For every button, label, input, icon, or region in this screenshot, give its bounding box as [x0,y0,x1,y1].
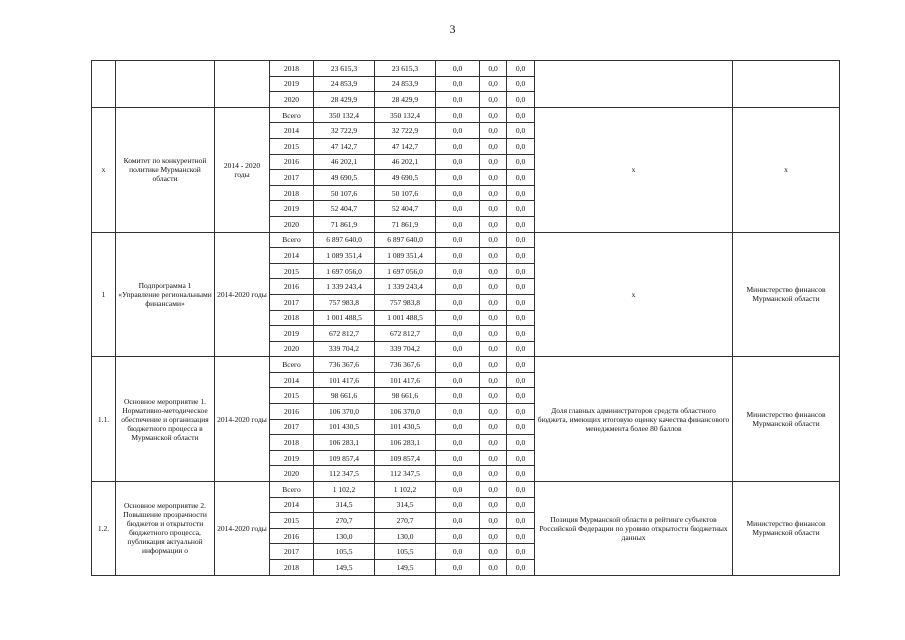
federal-budget-cell: 0,0 [436,560,480,576]
year-cell: 2017 [270,294,314,310]
period-cell: 2014-2020 годы [215,232,270,357]
total-cell: 98 661,6 [314,388,375,404]
total-cell: 52 404,7 [314,201,375,217]
federal-budget-cell: 0,0 [436,248,480,264]
year-cell: 2014 [270,372,314,388]
regional-budget-cell: 1 001 488,5 [375,310,436,326]
federal-budget-cell: 0,0 [436,232,480,248]
period-cell: 2014 - 2020 годы [215,107,270,232]
event-name-cell: Комитет по конкурентной политике Мурманской области [116,107,215,232]
other-sources-cell: 0,0 [507,263,535,279]
regional-budget-cell: 112 347,5 [375,466,436,482]
regional-budget-cell: 1 339 243,4 [375,279,436,295]
year-cell: 2016 [270,154,314,170]
total-cell: 672 812,7 [314,326,375,342]
federal-budget-cell: 0,0 [436,216,480,232]
other-sources-cell: 0,0 [507,513,535,529]
local-budget-cell: 0,0 [480,263,507,279]
other-sources-cell: 0,0 [507,450,535,466]
indicator-cell: х [535,107,733,232]
federal-budget-cell: 0,0 [436,372,480,388]
year-cell: 2014 [270,497,314,513]
regional-budget-cell: 106 283,1 [375,435,436,451]
executor-cell: х [733,107,840,232]
total-cell: 314,5 [314,497,375,513]
regional-budget-cell: 672 812,7 [375,326,436,342]
event-name-cell: Основное мероприятие 2. Повышение прозрачности бюджетов и открытости бюджетного процесса, публикация актуальной информации о [116,482,215,576]
federal-budget-cell: 0,0 [436,435,480,451]
local-budget-cell: 0,0 [480,372,507,388]
executor-cell: Министерство финансов Мурманской области [733,357,840,482]
total-cell: 130,0 [314,528,375,544]
total-cell: 101 430,5 [314,419,375,435]
regional-budget-cell: 106 370,0 [375,404,436,420]
total-cell: 350 132,4 [314,107,375,123]
local-budget-cell: 0,0 [480,232,507,248]
local-budget-cell: 0,0 [480,138,507,154]
year-cell: 2016 [270,528,314,544]
other-sources-cell: 0,0 [507,372,535,388]
period-cell: 2014-2020 годы [215,357,270,482]
row-number-cell: х [92,107,116,232]
total-cell: 28 429,9 [314,92,375,108]
local-budget-cell: 0,0 [480,61,507,77]
total-cell: 736 367,6 [314,357,375,373]
local-budget-cell: 0,0 [480,497,507,513]
other-sources-cell: 0,0 [507,435,535,451]
indicator-cell [535,61,733,108]
regional-budget-cell: 1 102,2 [375,482,436,498]
other-sources-cell: 0,0 [507,326,535,342]
federal-budget-cell: 0,0 [436,107,480,123]
regional-budget-cell: 71 861,9 [375,216,436,232]
other-sources-cell: 0,0 [507,154,535,170]
local-budget-cell: 0,0 [480,513,507,529]
other-sources-cell: 0,0 [507,216,535,232]
local-budget-cell: 0,0 [480,248,507,264]
local-budget-cell: 0,0 [480,154,507,170]
total-cell: 101 417,6 [314,372,375,388]
other-sources-cell: 0,0 [507,123,535,139]
regional-budget-cell: 736 367,6 [375,357,436,373]
local-budget-cell: 0,0 [480,279,507,295]
local-budget-cell: 0,0 [480,341,507,357]
year-cell: 2019 [270,201,314,217]
federal-budget-cell: 0,0 [436,61,480,77]
indicator-cell: Доля главных администраторов средств областного бюджета, имеющих итоговую оценку качества финансового менеджмента более 80 баллов [535,357,733,482]
federal-budget-cell: 0,0 [436,263,480,279]
regional-budget-cell: 49 690,5 [375,170,436,186]
local-budget-cell: 0,0 [480,357,507,373]
year-cell: 2017 [270,419,314,435]
total-cell: 757 983,8 [314,294,375,310]
federal-budget-cell: 0,0 [436,279,480,295]
period-cell: 2014-2020 годы [215,482,270,576]
regional-budget-cell: 757 983,8 [375,294,436,310]
total-cell: 1 339 243,4 [314,279,375,295]
regional-budget-cell: 101 417,6 [375,372,436,388]
local-budget-cell: 0,0 [480,92,507,108]
regional-budget-cell: 47 142,7 [375,138,436,154]
year-cell: 2015 [270,513,314,529]
other-sources-cell: 0,0 [507,92,535,108]
other-sources-cell: 0,0 [507,419,535,435]
other-sources-cell: 0,0 [507,357,535,373]
federal-budget-cell: 0,0 [436,92,480,108]
regional-budget-cell: 109 857,4 [375,450,436,466]
table-row [92,61,840,77]
federal-budget-cell: 0,0 [436,466,480,482]
event-name-cell: Основное мероприятие 1. Нормативно-методическое обеспечение и организация бюджетного процесса в Мурманской области [116,357,215,482]
federal-budget-cell: 0,0 [436,170,480,186]
federal-budget-cell: 0,0 [436,404,480,420]
regional-budget-cell: 6 897 640,0 [375,232,436,248]
other-sources-cell: 0,0 [507,482,535,498]
other-sources-cell: 0,0 [507,201,535,217]
other-sources-cell: 0,0 [507,497,535,513]
year-cell: 2018 [270,61,314,77]
year-cell: 2017 [270,170,314,186]
table-row [92,232,840,248]
other-sources-cell: 0,0 [507,248,535,264]
year-cell: 2019 [270,326,314,342]
year-cell: 2019 [270,76,314,92]
other-sources-cell: 0,0 [507,341,535,357]
event-name-cell [116,61,215,108]
regional-budget-cell: 24 853,9 [375,76,436,92]
year-cell: 2014 [270,248,314,264]
local-budget-cell: 0,0 [480,216,507,232]
total-cell: 1 697 056,0 [314,263,375,279]
year-cell: 2019 [270,450,314,466]
regional-budget-cell: 105,5 [375,544,436,560]
indicator-cell: х [535,232,733,357]
other-sources-cell: 0,0 [507,404,535,420]
other-sources-cell: 0,0 [507,61,535,77]
local-budget-cell: 0,0 [480,528,507,544]
other-sources-cell: 0,0 [507,310,535,326]
total-cell: 1 102,2 [314,482,375,498]
federal-budget-cell: 0,0 [436,388,480,404]
total-cell: 23 615,3 [314,61,375,77]
local-budget-cell: 0,0 [480,326,507,342]
local-budget-cell: 0,0 [480,482,507,498]
regional-budget-cell: 101 430,5 [375,419,436,435]
year-cell: Всего [270,357,314,373]
other-sources-cell: 0,0 [507,466,535,482]
local-budget-cell: 0,0 [480,419,507,435]
regional-budget-cell: 52 404,7 [375,201,436,217]
local-budget-cell: 0,0 [480,107,507,123]
federal-budget-cell: 0,0 [436,326,480,342]
federal-budget-cell: 0,0 [436,310,480,326]
year-cell: Всего [270,232,314,248]
total-cell: 105,5 [314,544,375,560]
local-budget-cell: 0,0 [480,201,507,217]
row-number-cell: 1.1. [92,357,116,482]
year-cell: Всего [270,482,314,498]
federal-budget-cell: 0,0 [436,76,480,92]
regional-budget-cell: 130,0 [375,528,436,544]
year-cell: Всего [270,107,314,123]
local-budget-cell: 0,0 [480,170,507,186]
total-cell: 339 704,2 [314,341,375,357]
year-cell: 2016 [270,279,314,295]
executor-cell [733,61,840,108]
local-budget-cell: 0,0 [480,76,507,92]
regional-budget-cell: 23 615,3 [375,61,436,77]
federal-budget-cell: 0,0 [436,185,480,201]
indicator-cell: Позиция Мурманской области в рейтинге субъектов Российской Федерации по уровню открытости бюджетных данных [535,482,733,576]
total-cell: 50 107,6 [314,185,375,201]
year-cell: 2017 [270,544,314,560]
year-cell: 2018 [270,560,314,576]
federal-budget-cell: 0,0 [436,294,480,310]
regional-budget-cell: 28 429,9 [375,92,436,108]
federal-budget-cell: 0,0 [436,341,480,357]
federal-budget-cell: 0,0 [436,138,480,154]
federal-budget-cell: 0,0 [436,123,480,139]
total-cell: 47 142,7 [314,138,375,154]
other-sources-cell: 0,0 [507,170,535,186]
year-cell: 2020 [270,466,314,482]
table-row [92,482,840,498]
total-cell: 32 722,9 [314,123,375,139]
local-budget-cell: 0,0 [480,310,507,326]
federal-budget-cell: 0,0 [436,497,480,513]
executor-cell: Министерство финансов Мурманской области [733,482,840,576]
federal-budget-cell: 0,0 [436,357,480,373]
program-financing-table [91,60,840,576]
page-number: 3 [449,22,456,36]
federal-budget-cell: 0,0 [436,513,480,529]
year-cell: 2015 [270,263,314,279]
other-sources-cell: 0,0 [507,528,535,544]
total-cell: 49 690,5 [314,170,375,186]
regional-budget-cell: 98 661,6 [375,388,436,404]
year-cell: 2020 [270,92,314,108]
other-sources-cell: 0,0 [507,388,535,404]
local-budget-cell: 0,0 [480,294,507,310]
local-budget-cell: 0,0 [480,435,507,451]
federal-budget-cell: 0,0 [436,201,480,217]
row-number-cell: 1.2. [92,482,116,576]
executor-cell: Министерство финансов Мурманской области [733,232,840,357]
local-budget-cell: 0,0 [480,185,507,201]
regional-budget-cell: 1 089 351,4 [375,248,436,264]
total-cell: 106 370,0 [314,404,375,420]
regional-budget-cell: 339 704,2 [375,341,436,357]
table-row [92,107,840,123]
year-cell: 2018 [270,435,314,451]
year-cell: 2020 [270,216,314,232]
local-budget-cell: 0,0 [480,123,507,139]
period-cell [215,61,270,108]
other-sources-cell: 0,0 [507,232,535,248]
year-cell: 2018 [270,310,314,326]
regional-budget-cell: 50 107,6 [375,185,436,201]
row-number-cell [92,61,116,108]
row-number-cell: 1 [92,232,116,357]
other-sources-cell: 0,0 [507,185,535,201]
other-sources-cell: 0,0 [507,294,535,310]
total-cell: 6 897 640,0 [314,232,375,248]
federal-budget-cell: 0,0 [436,419,480,435]
regional-budget-cell: 270,7 [375,513,436,529]
regional-budget-cell: 46 202,1 [375,154,436,170]
local-budget-cell: 0,0 [480,560,507,576]
table-body [92,61,840,576]
local-budget-cell: 0,0 [480,544,507,560]
other-sources-cell: 0,0 [507,107,535,123]
other-sources-cell: 0,0 [507,544,535,560]
regional-budget-cell: 314,5 [375,497,436,513]
local-budget-cell: 0,0 [480,404,507,420]
year-cell: 2016 [270,404,314,420]
other-sources-cell: 0,0 [507,279,535,295]
year-cell: 2018 [270,185,314,201]
event-name-cell: Подпрограмма 1 «Управление региональными финансами» [116,232,215,357]
other-sources-cell: 0,0 [507,560,535,576]
total-cell: 1 089 351,4 [314,248,375,264]
year-cell: 2015 [270,138,314,154]
other-sources-cell: 0,0 [507,76,535,92]
table-row [92,357,840,373]
regional-budget-cell: 32 722,9 [375,123,436,139]
federal-budget-cell: 0,0 [436,544,480,560]
total-cell: 24 853,9 [314,76,375,92]
total-cell: 149,5 [314,560,375,576]
total-cell: 1 001 488,5 [314,310,375,326]
federal-budget-cell: 0,0 [436,482,480,498]
other-sources-cell: 0,0 [507,138,535,154]
local-budget-cell: 0,0 [480,466,507,482]
total-cell: 71 861,9 [314,216,375,232]
year-cell: 2020 [270,341,314,357]
year-cell: 2014 [270,123,314,139]
regional-budget-cell: 350 132,4 [375,107,436,123]
total-cell: 109 857,4 [314,450,375,466]
regional-budget-cell: 1 697 056,0 [375,263,436,279]
total-cell: 46 202,1 [314,154,375,170]
local-budget-cell: 0,0 [480,450,507,466]
regional-budget-cell: 149,5 [375,560,436,576]
local-budget-cell: 0,0 [480,388,507,404]
federal-budget-cell: 0,0 [436,450,480,466]
total-cell: 270,7 [314,513,375,529]
total-cell: 106 283,1 [314,435,375,451]
year-cell: 2015 [270,388,314,404]
federal-budget-cell: 0,0 [436,154,480,170]
federal-budget-cell: 0,0 [436,528,480,544]
total-cell: 112 347,5 [314,466,375,482]
